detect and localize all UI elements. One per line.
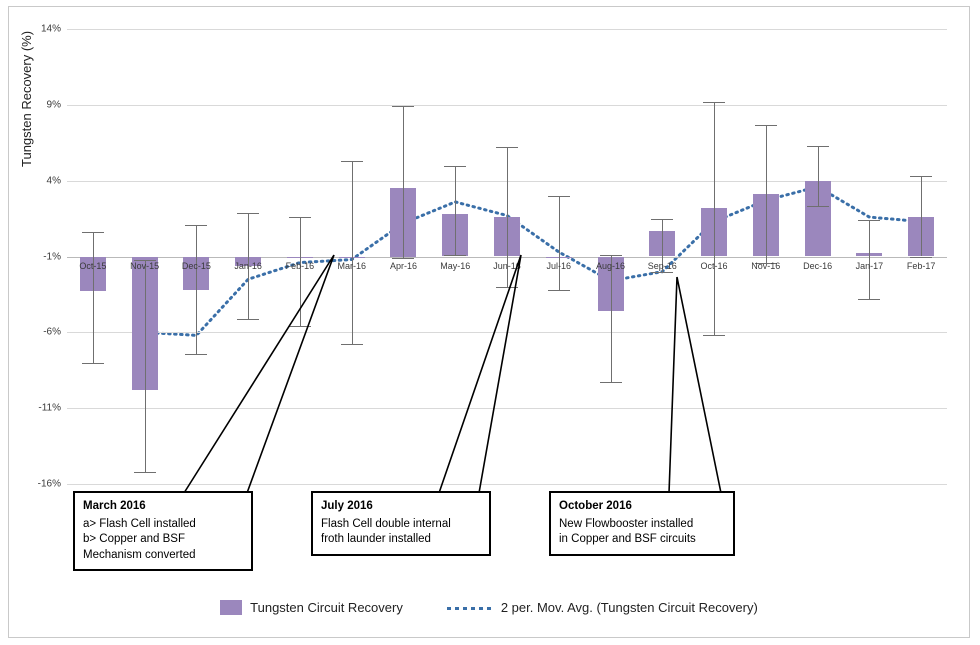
annotation-line: Flash Cell double internal — [321, 517, 451, 530]
annotation-line: Mechanism converted — [83, 548, 196, 561]
y-axis-tick-label: 9% — [46, 99, 61, 111]
gridline — [67, 332, 947, 333]
error-bar-cap — [651, 219, 673, 220]
error-bar-cap — [185, 354, 207, 355]
annotation-july-2016 — [311, 491, 491, 556]
error-bar-cap — [807, 206, 829, 207]
error-bar — [196, 225, 197, 354]
error-bar-cap — [237, 319, 259, 320]
error-bar-cap — [496, 287, 518, 288]
error-bar — [559, 196, 560, 290]
y-axis-tick-label: -11% — [38, 402, 61, 414]
error-bar-cap — [392, 258, 414, 259]
error-bar-cap — [703, 102, 725, 103]
error-bar — [300, 217, 301, 326]
error-bar-cap — [858, 220, 880, 221]
annotation-march-2016 — [73, 491, 253, 571]
error-bar-cap — [600, 255, 622, 256]
y-axis-tick-label: 14% — [40, 23, 61, 35]
gridline — [67, 105, 947, 106]
legend-label: 2 per. Mov. Avg. (Tungsten Circuit Recovery) — [500, 600, 758, 615]
error-bar-cap — [289, 217, 311, 218]
error-bar-cap — [548, 290, 570, 291]
error-bar — [818, 146, 819, 207]
annotation-title: March 2016 — [83, 500, 146, 512]
x-axis-tick-label: Dec-16 — [803, 260, 833, 271]
error-bar-cap — [444, 255, 466, 256]
error-bar-cap — [600, 382, 622, 383]
annotation-october-2016 — [549, 491, 735, 556]
x-axis-tick-label: Nov-15 — [130, 260, 160, 271]
gridline — [67, 29, 947, 30]
x-axis-tick-label: Nov-16 — [751, 260, 781, 271]
error-bar — [93, 232, 94, 362]
x-axis-tick-label: Mar-16 — [337, 260, 366, 271]
bar-swatch-icon — [220, 600, 242, 615]
x-axis-tick-label: May-16 — [440, 260, 471, 271]
x-axis-tick-label: Oct-16 — [700, 260, 728, 271]
error-bar-cap — [910, 176, 932, 177]
y-axis-tick-label: -6% — [43, 326, 61, 338]
annotation-line: New Flowbooster installed — [559, 517, 694, 530]
annotation-title: July 2016 — [321, 500, 373, 512]
error-bar-cap — [82, 232, 104, 233]
x-axis-tick-label: Jan-17 — [855, 260, 884, 271]
error-bar-cap — [910, 257, 932, 258]
x-axis-tick-label: Apr-16 — [389, 260, 417, 271]
legend-item-bars — [220, 600, 403, 615]
y-axis-tick-label: -1% — [43, 251, 61, 262]
x-axis-tick-label: Oct-15 — [79, 260, 107, 271]
error-bar — [403, 106, 404, 258]
annotation-line: froth launder installed — [321, 533, 431, 546]
error-bar-cap — [858, 299, 880, 300]
error-bar-cap — [548, 196, 570, 197]
x-axis-tick-label: Aug-16 — [596, 260, 626, 271]
error-bar-cap — [651, 272, 673, 273]
error-bar-cap — [703, 335, 725, 336]
legend-item-moving-average — [447, 600, 758, 615]
error-bar — [921, 176, 922, 256]
x-axis-tick-label: Feb-16 — [285, 260, 315, 271]
x-axis-tick-label: Jan-16 — [234, 260, 262, 271]
x-axis-tick-label: Sep-16 — [647, 260, 677, 271]
x-axis-tick-label: Jun-16 — [493, 260, 521, 271]
y-axis-tick-label: -16% — [37, 478, 61, 490]
gridline — [67, 408, 947, 409]
dotted-line-swatch-icon — [447, 603, 493, 613]
error-bar-cap — [237, 213, 259, 214]
error-bar — [145, 260, 146, 472]
annotation-line: b> Copper and BSF — [83, 533, 185, 546]
x-axis-tick-label: Dec-15 — [181, 260, 211, 271]
error-bar-cap — [341, 344, 363, 345]
annotation-line: in Copper and BSF circuits — [559, 533, 696, 546]
error-bar — [714, 102, 715, 336]
error-bar — [611, 255, 612, 382]
annotation-line: a> Flash Cell installed — [83, 517, 196, 530]
error-bar-cap — [82, 363, 104, 364]
error-bar-cap — [392, 106, 414, 107]
plot-area — [37, 23, 947, 490]
x-axis-tick-label: Jul-16 — [546, 260, 572, 271]
error-bar-cap — [134, 472, 156, 473]
y-axis-tick-label: 4% — [46, 175, 61, 187]
error-bar — [766, 125, 767, 263]
y-axis-label: Tungsten Recovery (%) — [19, 30, 34, 167]
error-bar-cap — [185, 225, 207, 226]
error-bar-cap — [807, 146, 829, 147]
error-bar-cap — [755, 125, 777, 126]
chart-frame — [8, 6, 970, 638]
error-bar-cap — [341, 161, 363, 162]
chart-legend — [9, 600, 969, 615]
error-bar — [455, 166, 456, 255]
x-axis-tick-label: Feb-17 — [906, 260, 936, 271]
annotation-title: October 2016 — [559, 500, 632, 512]
error-bar-cap — [496, 147, 518, 148]
error-bar — [352, 161, 353, 345]
gridline — [67, 484, 947, 485]
error-bar-cap — [289, 326, 311, 327]
error-bar-cap — [444, 166, 466, 167]
legend-label: Tungsten Circuit Recovery — [250, 600, 403, 615]
